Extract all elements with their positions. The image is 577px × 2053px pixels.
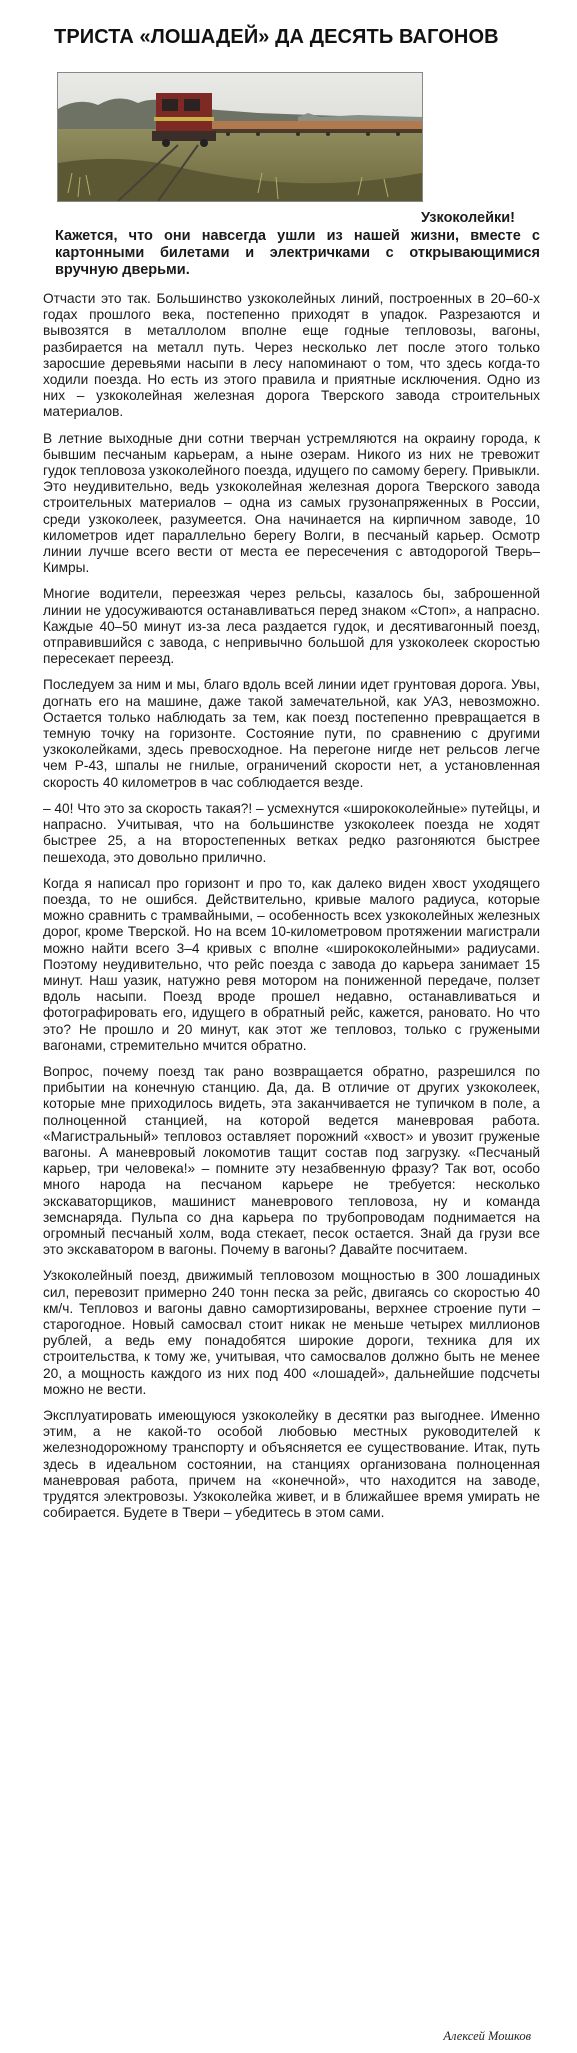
paragraph: Последуем за ним и мы, благо вдоль всей линии идет грунтовая дорога. Увы, догнать его на машине, даже такой замечательной, как УАЗ, невозможно. Остается только наблюдать за тем, как поезд постепенно превращается в темную точку на горизонте. Состояние пути, по сравнению с другими узкоколейками, здесь превосходное. На перегоне нигде нет рельсов легче чем Р-43, шпалы не гнилые, ограничений скорости нет, а установленная скорость 40 километров в час соблюдается везде. — [43, 677, 540, 790]
paragraph: Отчасти это так. Большинство узкоколейных линий, построенных в 20–60-х годах прошлого века, постепенно приходят в упадок. Разрезаются и вывозятся в металлолом вполне еще годные тепловозы, вагоны, разбирается на металл путь. Через несколько лет после этого только заросшие деревьями насыпи в лесу напоминают о том, что здесь когда-то ходили поезда. Но есть из этого правила и приятные исключения. Одно из них – узкоколейная железная дорога Тверского завода строительных материалов. — [43, 291, 540, 420]
paragraph: В летние выходные дни сотни тверчан устремляются на окраину города, к бывшим песчаным карьерам, а ныне озерам. Никого из них не тревожит гудок тепловоза узкоколейного поезда, идущего по самому берегу. Привыкли. Это неудивительно, ведь узкоколейная железная дорога Тверского завода строительных материалов – одна из самых грузонапряженных в России, среди узкоколеек, разумеется. Она начинается на кирпичном заводе, 10 километров идет параллельно берегу Волги, в песчаный карьер. Осмотр линии лучше всего вести от места ее пересечения с автодорогой Тверь–Кимры. — [43, 430, 540, 576]
paragraph: Вопрос, почему поезд так рано возвращается обратно, разрешился по прибытии на конечную станцию. Да, да. В отличие от других узкоколеек, которые мне приходилось видеть, эта заканчивается не тупичком в поле, а полноценной станцией, на которой ведется маневровая работа. «Магистральный» тепловоз оставляет порожний «хвост» и увозит груженые вагоны. А маневровый локомотив тащит состав под загрузку. «Песчаный карьер, три человека!» – помните эту незабвенную фразу? Так вот, особо много народа на песчаном карьере не требуется: несколько экскаваторщиков, машинист маневрового тепловоза, ну и команда земснаряда. Пульпа со дна карьера по трубопроводам поднимается на огромный песчаный холм, вода стекает, песок остается. Знай да грузи все это экскаватором в вагоны. Почему в вагоны? Давайте посчитаем. — [43, 1063, 540, 1258]
train-photo-image — [58, 73, 422, 201]
article-title: ТРИСТА «ЛОШАДЕЙ» ДА ДЕСЯТЬ ВАГОНОВ — [54, 26, 499, 48]
paragraph: Узкоколейный поезд, движимый тепловозом мощностью в 300 лошадиных сил, перевозит примерно 240 тонн песка за рейс, двигаясь со скоростью 40 км/ч. Тепловоз и вагоны давно самортизированы, верхнее строение пути – старогодное. Новый самосвал стоит никак не меньше четырех миллионов рублей, а ведь ему понадобятся широкие дороги, техника для их строительства, к тому же, учитывая, что самосвалов должно быть не менее 20, а мощность каждого из них под 400 «лошадей», дальнейшие подсчеты можно не вести. — [43, 1268, 540, 1397]
paragraph: – 40! Что это за скорость такая?! – усмехнутся «ширококолейные» путейцы, и напрасно. Учитывая, что на большинстве узкоколеек поезда не ходят быстрее 25, а на второстепенных ветках редко разгоняются быстрее пешехода, это довольно прилично. — [43, 800, 540, 865]
paragraph: Многие водители, переезжая через рельсы, казалось бы, заброшенной линии не удосуживаются останавливаться перед знаком «Стоп», а напрасно. Каждые 40–50 минут из-за леса раздается гудок, и десятивагонный поезд, отправившийся с завода, с непривычно большой для узкоколеек скоростью пересекает переезд. — [43, 586, 540, 667]
article-body — [43, 291, 540, 1531]
lead-tag: Узкоколейки! — [421, 210, 515, 226]
paragraph: Когда я написал про горизонт и про то, как далеко виден хвост уходящего поезда, то не ошибся. Действительно, кривые малого радиуса, которые можно сравнить с трамвайными, – особенность всех узкоколейных железных дорог, кроме Тверской. Но на всем 10-километровом протяжении магистрали можно найти всего 3–4 кривых с вполне «ширококолейными» радиусами. Поэтому неудивительно, что рейс поезда с завода до карьера занимает 15 минут. Наш уазик, натужно ревя мотором на пониженной передаче, ползет вдоль насыпи. Поезд вроде прошел недавно, останавливаться и фотографировать его, идущего в обратный рейс, кажется, рановато. Но что это? Не прошло и 20 минут, как этот же тепловоз, только с гружеными вагонами, стремительно мчится обратно. — [43, 875, 540, 1053]
author-signature: Алексей Мошков — [443, 2029, 531, 2043]
paragraph: Эксплуатировать имеющуюся узкоколейку в десятки раз выгоднее. Именно этим, а не какой-то особой любовью местных руководителей к железнодорожному транспорту и объясняется ее существование. Итак, путь здесь в идеальном состоянии, на станциях организована полноценная маневровая работа, причем на «конечной», что находится на заводе, трудятся электровозы. Узкоколейка живет, и в ближайшее время умирать не собирается. Будете в Твери – убедитесь в этом сами. — [43, 1408, 540, 1521]
train-photo — [57, 72, 423, 202]
article-lead: Кажется, что они навсегда ушли из нашей жизни, вместе с картонными билетами и электричками с открывающимися вручную дверьми. — [55, 228, 540, 278]
